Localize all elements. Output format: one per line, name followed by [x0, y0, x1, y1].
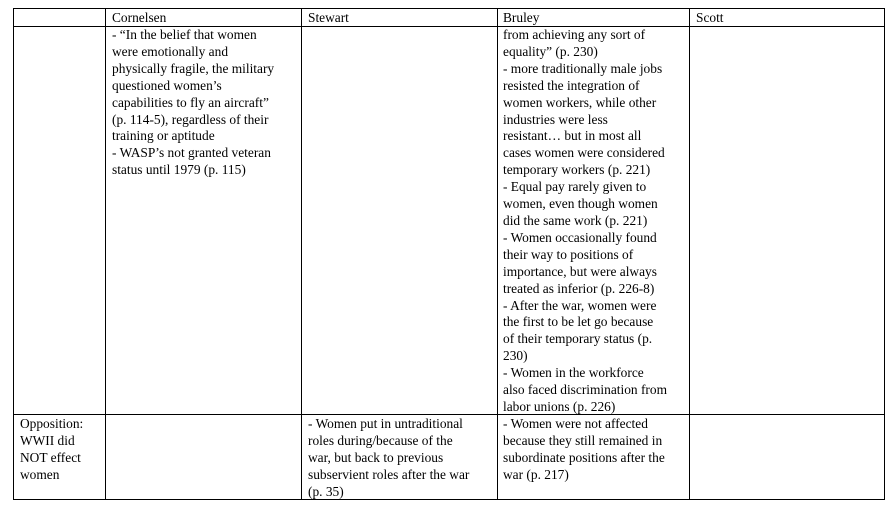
bruley-opposition-cell: - Women were not affected because they still remained in subordinate positions after the war (p. 217) [503, 416, 665, 482]
column-header-bruley: Bruley [503, 10, 540, 25]
opposition-row-label: Opposition: WWII did NOT effect women [20, 416, 84, 482]
table-border-top [13, 8, 885, 9]
stewart-opposition-cell: - Women put in untraditional roles during/because of the war, but back to previous subservient roles after the war (p. 35) [308, 416, 470, 499]
cornelsen-discrimination-cell: - “In the belief that women were emotionally and physically fragile, the military questioned women’s capabilities to fly an aircraft” (p. 114-5), regardless of their training or aptitude - WASP’s not granted veteran status until 1979 (p. 115) [112, 27, 275, 178]
column-divider [13, 8, 14, 500]
bruley-discrimination-cell: from achieving any sort of equality” (p. 230) - more traditionally male jobs resisted the integration of women workers, while other industries were less resistant… but in most all cases women were considered temporary workers (p. 221) - Equal pay rarely given to women, even though women did the same work (p. 221) - Women occasionally found their way to positions of importance, but were always treated as inferior (p. 226-8) - After the war, women were the first to be let go because of their temporary status (p. 230) - Women in the workforce also faced discrimination from labor unions (p. 226) [503, 27, 667, 414]
column-divider [884, 8, 885, 500]
row-divider [13, 414, 885, 415]
column-header-scott: Scott [696, 10, 724, 25]
column-divider [301, 8, 302, 500]
column-header-cornelsen: Cornelsen [112, 10, 167, 25]
column-header-stewart: Stewart [308, 10, 349, 25]
column-divider [105, 8, 106, 500]
column-divider [497, 8, 498, 500]
column-divider [689, 8, 690, 500]
